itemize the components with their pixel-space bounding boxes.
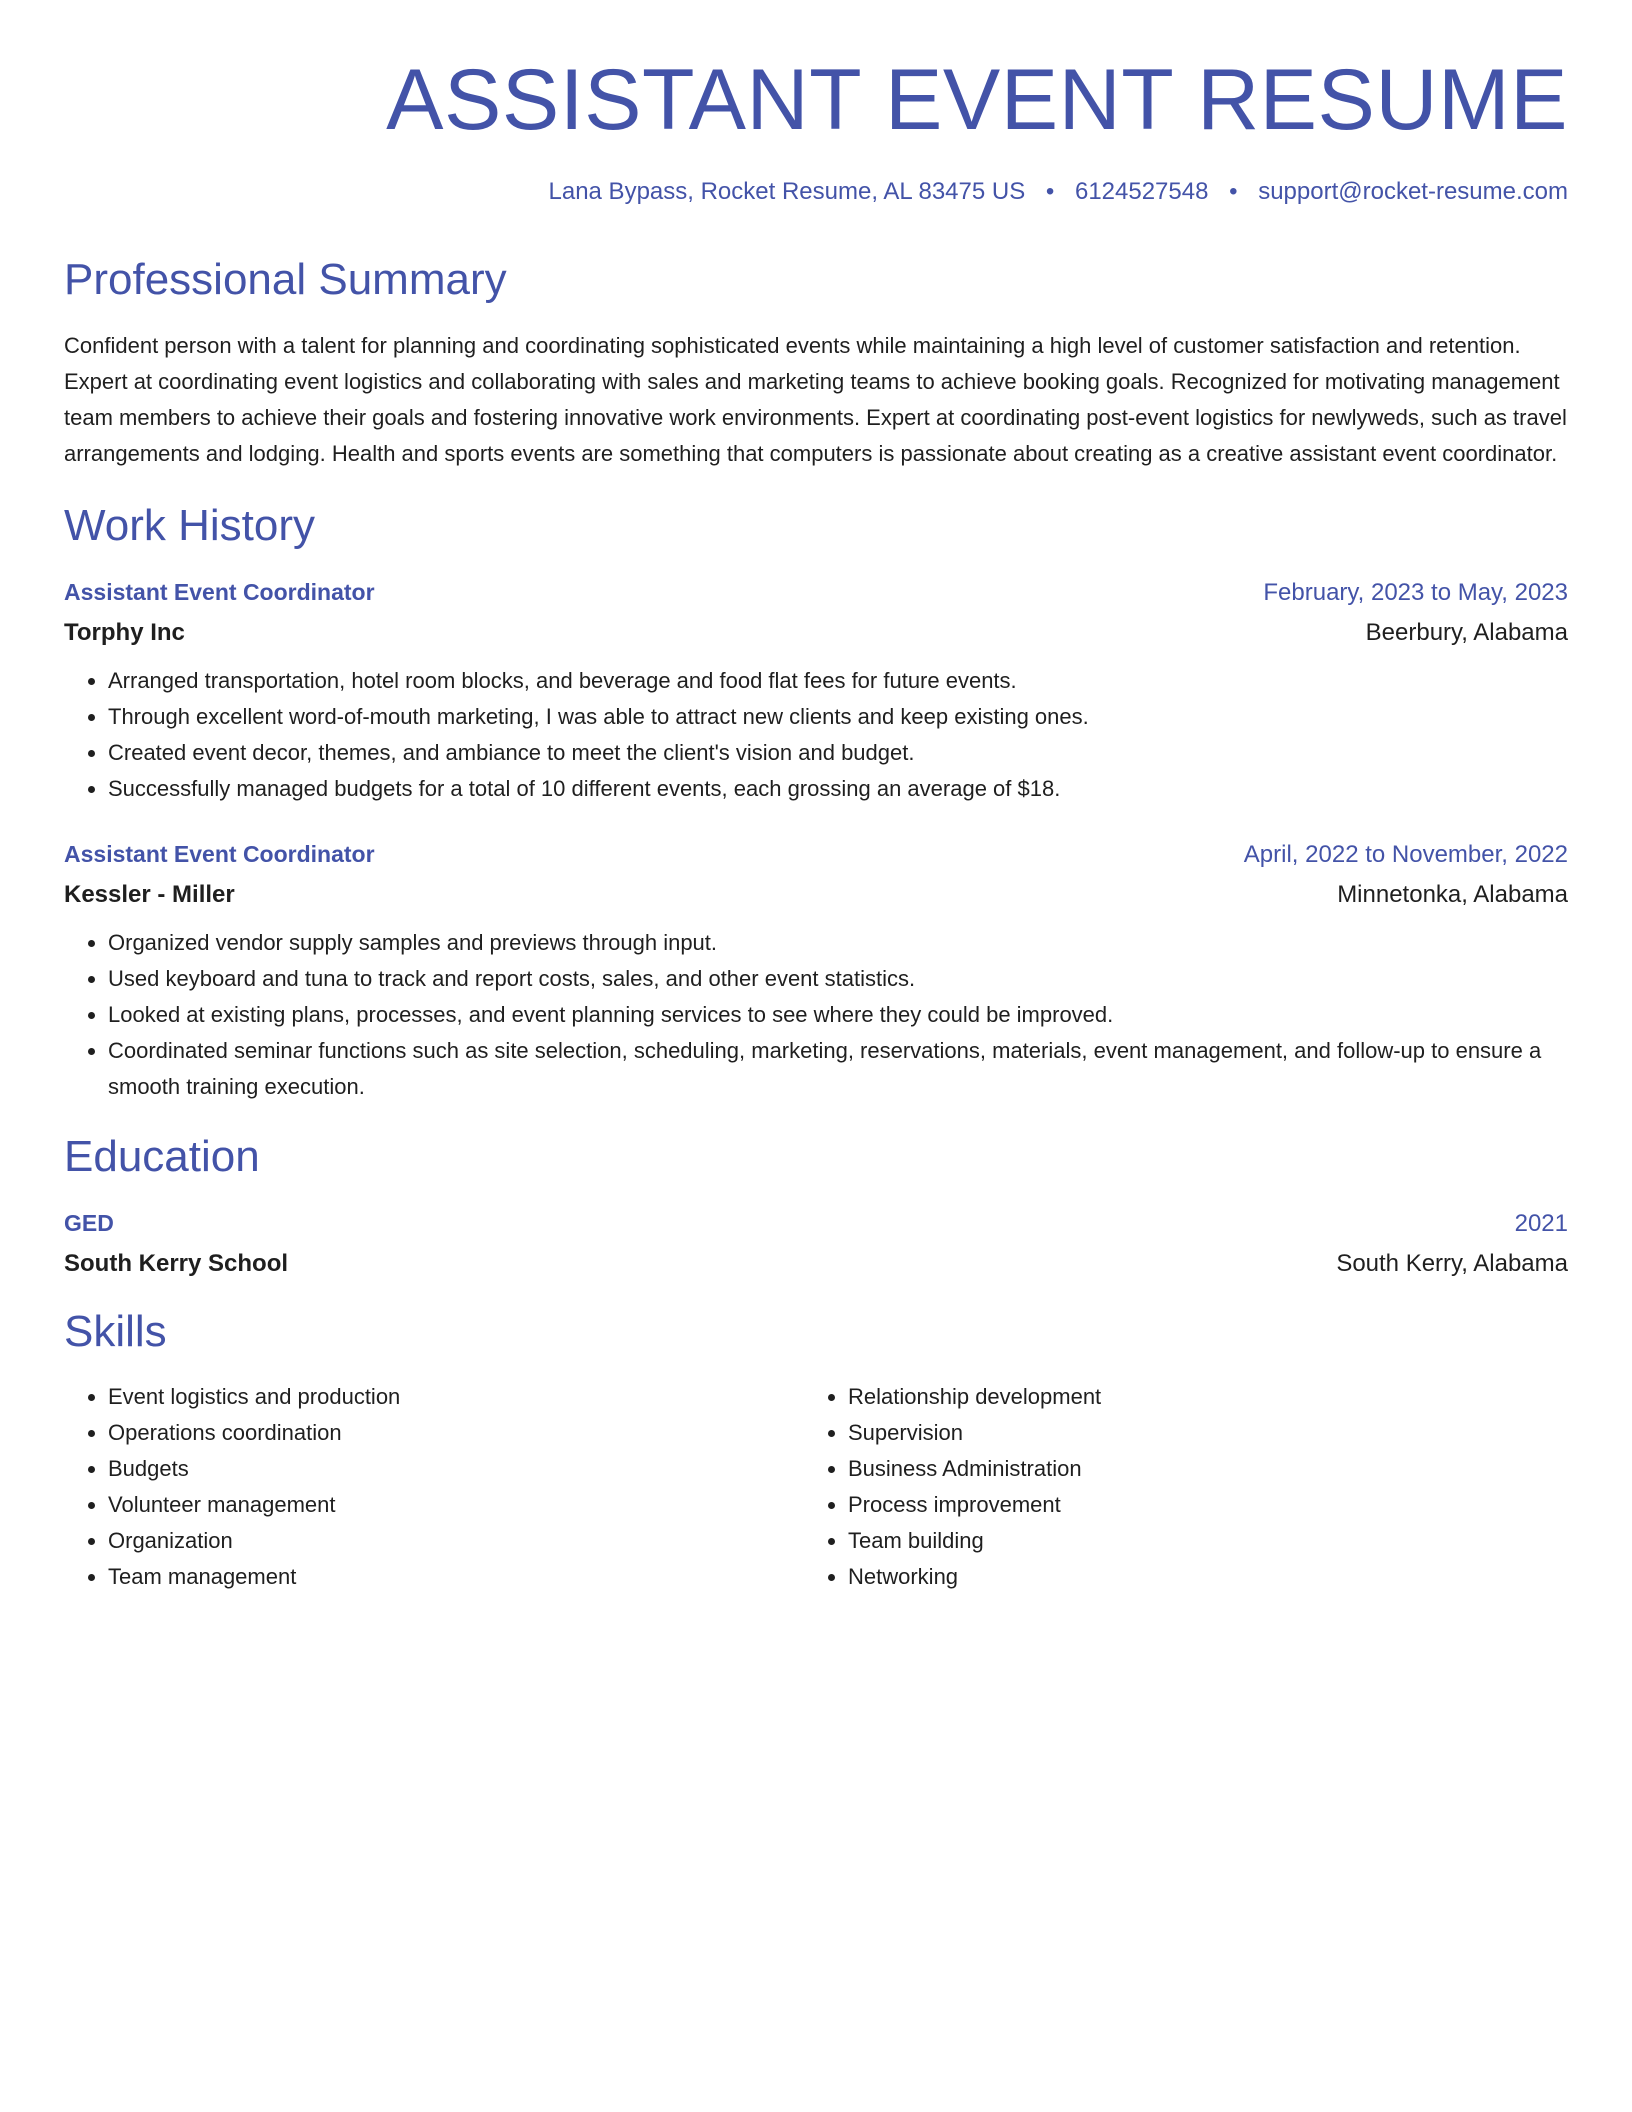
- resume-header: [64, 52, 1568, 208]
- job-location: Minnetonka, Alabama: [1337, 881, 1568, 909]
- job-entry: [64, 579, 1568, 807]
- education-entry: [64, 1210, 1568, 1278]
- skills-list-right: [804, 1379, 1544, 1595]
- skill-item: • Supervision: [848, 1415, 1544, 1451]
- job-title: Assistant Event Coordinator: [64, 579, 375, 606]
- skill-item: • Organization: [108, 1523, 804, 1559]
- education-section: [64, 1131, 1568, 1278]
- education-degree: GED: [64, 1209, 114, 1236]
- contact-separator: •: [1045, 178, 1055, 206]
- contact-email: support@rocket-resume.com: [1258, 178, 1568, 206]
- skills-section: [64, 1306, 1568, 1595]
- job-header-row: [64, 841, 1568, 869]
- job-company: Kessler - Miller: [64, 881, 235, 909]
- education-year: 2021: [1514, 1209, 1568, 1237]
- skill-item: • Volunteer management: [108, 1487, 804, 1523]
- job-entry: [64, 841, 1568, 1105]
- resume-title: ASSISTANT EVENT RESUME: [386, 52, 1568, 148]
- job-bullet: • Used keyboard and tuna to track and report costs, sales, and other event statistics.: [108, 961, 1568, 997]
- contact-phone: 6124527548: [1074, 178, 1209, 206]
- skill-item: • Event logistics and production: [108, 1379, 804, 1415]
- job-company: Torphy Inc: [64, 619, 185, 647]
- skills-list-left: [64, 1379, 804, 1595]
- section-heading: Professional Summary: [64, 254, 507, 304]
- professional-summary-section: [64, 254, 1568, 473]
- skill-item: • Networking: [848, 1559, 1544, 1595]
- skills-columns: [64, 1379, 1568, 1595]
- job-company-row: [64, 619, 1568, 647]
- education-header-row: [64, 1210, 1568, 1238]
- job-bullets: [64, 925, 1568, 1105]
- contact-line: [64, 176, 1568, 207]
- contact-separator: •: [1229, 178, 1238, 206]
- job-title: Assistant Event Coordinator: [64, 841, 375, 868]
- job-bullet: • Organized vendor supply samples and previews through input.: [108, 925, 1568, 961]
- job-dates: April, 2022 to November, 2022: [1243, 841, 1568, 869]
- job-dates: February, 2023 to May, 2023: [1263, 579, 1568, 607]
- skill-item: • Business Administration: [848, 1451, 1544, 1487]
- education-school-row: [64, 1250, 1568, 1278]
- job-bullet: • Created event decor, themes, and ambiance to meet the client's vision and budget.: [108, 735, 1568, 771]
- job-bullet: • Successfully managed budgets for a total of 10 different events, each grossing an average of $18.: [108, 771, 1568, 807]
- job-bullet: • Arranged transportation, hotel room blocks, and beverage and food flat fees for future events.: [108, 663, 1568, 699]
- job-location: Beerbury, Alabama: [1365, 619, 1568, 647]
- job-header-row: [64, 579, 1568, 607]
- summary-text: Confident person with a talent for planning and coordinating sophisticated events while maintaining a high level of customer satisfaction and retention. Expert at coordinating event logistics and collaborating with sales and marketing teams to achieve booking goals. Recognized for motivating management team members to achieve their goals and fostering innovative work environments. Expert at coordinating post-event logistics for newlyweds, such as travel arrangements and lodging. Health and sports events are something that computers is passionate about creating as a creative assistant event coordinator.: [64, 333, 1567, 467]
- work-history-section: [64, 500, 1568, 1105]
- section-heading: Skills: [64, 1306, 167, 1356]
- section-heading: Education: [64, 1132, 260, 1182]
- skill-item: • Relationship development: [848, 1379, 1544, 1415]
- skill-item: • Process improvement: [848, 1487, 1544, 1523]
- skill-item: • Budgets: [108, 1451, 804, 1487]
- section-heading: Work History: [64, 501, 315, 551]
- job-bullet: • Through excellent word-of-mouth marketing, I was able to attract new clients and keep existing ones.: [108, 699, 1568, 735]
- education-location: South Kerry, Alabama: [1336, 1249, 1568, 1277]
- job-company-row: [64, 881, 1568, 909]
- job-bullets: [64, 663, 1568, 807]
- skill-item: • Team building: [848, 1523, 1544, 1559]
- contact-address: Lana Bypass, Rocket Resume, AL 83475 US: [548, 178, 1026, 206]
- skill-item: • Team management: [108, 1559, 804, 1595]
- job-bullet: • Looked at existing plans, processes, and event planning services to see where they could be improved.: [108, 997, 1568, 1033]
- education-school: South Kerry School: [64, 1249, 289, 1277]
- job-bullet: • Coordinated seminar functions such as site selection, scheduling, marketing, reservations, materials, event management, and follow-up to ensure a smooth training execution.: [108, 1033, 1568, 1105]
- skill-item: • Operations coordination: [108, 1415, 804, 1451]
